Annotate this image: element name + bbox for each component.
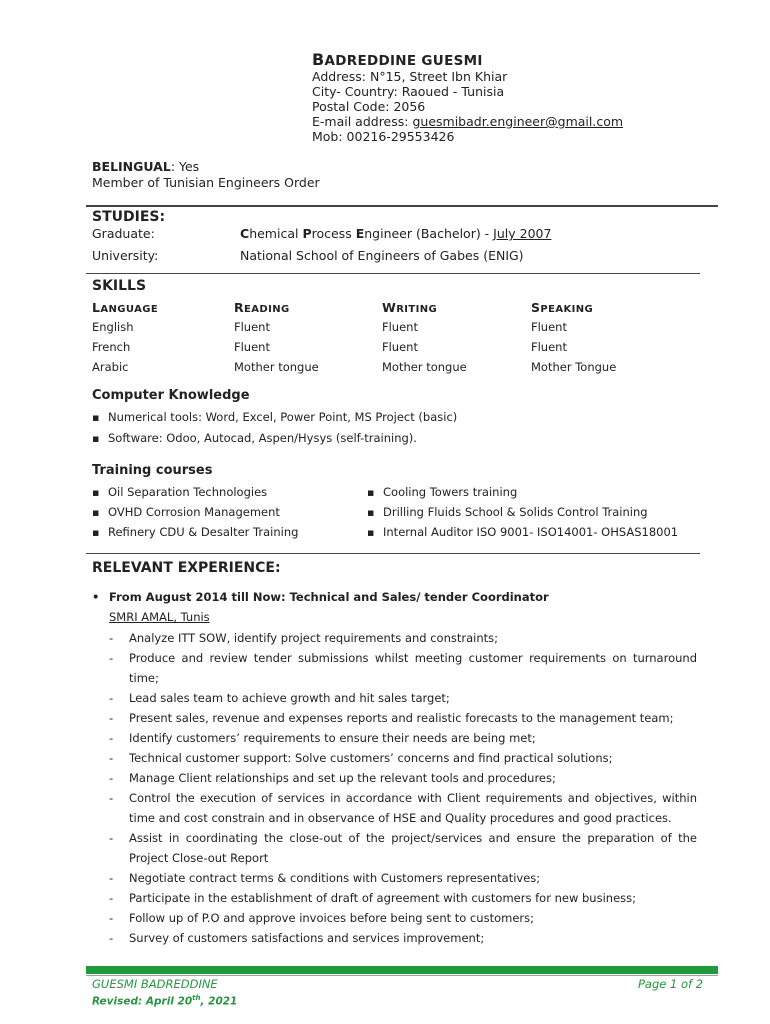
- task-item: - Identify customers’ requirements to ensure their needs are being met;: [109, 731, 536, 745]
- lang-cell: Fluent: [531, 320, 567, 334]
- lang-cell: Fluent: [531, 340, 567, 354]
- bullet-dot: •: [92, 590, 100, 604]
- training-item: ▪ Internal Auditor ISO 9001- ISO14001- OHSAS18001: [367, 525, 678, 539]
- footer-revised: Revised: April 20th, 2021: [92, 994, 238, 1008]
- computer-knowledge-title: Computer Knowledge: [92, 388, 250, 403]
- task-item: - Technical customer support: Solve customers’ concerns and find practical solutions;: [109, 751, 613, 765]
- lang-cell: Mother tongue: [234, 360, 319, 374]
- task-item: - Present sales, revenue and expenses reports and realistic forecasts to the management team;: [109, 711, 674, 725]
- city-country-line: City- Country: Raoued - Tunisia: [312, 84, 505, 99]
- header-speaking: SPEAKING: [531, 300, 594, 315]
- task-item: - Manage Client relationships and set up the relevant tools and procedures;: [109, 771, 556, 785]
- task-item: - Negotiate contract terms & conditions with Customers representatives;: [109, 871, 541, 885]
- task-item: - Analyze ITT SOW, identify project requirements and constraints;: [109, 631, 499, 645]
- university-label: University:: [92, 248, 159, 263]
- task-item: - Assist in coordinating the close-out of the project/services and ensure the preparation of the Project Close-out Report: [109, 831, 697, 865]
- task-item: - Lead sales team to achieve growth and hit sales target;: [109, 691, 450, 705]
- task-item: - Participate in the establishment of draft of agreement with customers for new business;: [109, 891, 637, 905]
- task-item: - Control the execution of services in accordance with Client requirements and objectives, within time and cost constrain and in observance of HSE and Quality procedures and good practices.: [109, 791, 697, 825]
- footer-name: GUESMI BADREDDINE: [92, 977, 218, 991]
- lang-cell: Mother Tongue: [531, 360, 617, 374]
- studies-title: STUDIES:: [92, 209, 166, 225]
- training-item: ▪ Oil Separation Technologies: [92, 485, 267, 499]
- training-item: ▪ Cooling Towers training: [367, 485, 517, 499]
- header-writing: WRITING: [382, 300, 438, 315]
- postal-code-line: Postal Code: 2056: [312, 99, 426, 114]
- email-link[interactable]: guesmibadr.engineer@gmail.com: [412, 114, 624, 129]
- experience-title: RELEVANT EXPERIENCE:: [92, 560, 281, 576]
- candidate-name: BADREDDINE GUESMI: [312, 50, 483, 69]
- graduate-date: July 2007: [493, 226, 552, 241]
- lang-cell: English: [92, 320, 134, 334]
- graduate-label: Graduate:: [92, 226, 155, 241]
- lang-cell: Fluent: [382, 340, 418, 354]
- computer-item: ▪ Numerical tools: Word, Excel, Power Point, MS Project (basic): [92, 410, 457, 424]
- university-value: National School of Engineers of Gabes (ENIG): [240, 248, 524, 263]
- experience-rule: [86, 553, 700, 554]
- company-name: SMRI AMAL, Tunis: [109, 610, 210, 624]
- footer-bar-thin: [86, 975, 718, 976]
- training-item: ▪ Refinery CDU & Desalter Training: [92, 525, 298, 539]
- email-line: E-mail address: guesmibadr.engineer@gmail.com: [312, 114, 624, 129]
- header-language: LANGUAGE: [92, 300, 159, 315]
- skills-rule: [86, 273, 700, 274]
- footer-left: [92, 977, 237, 1009]
- member-line: Member of Tunisian Engineers Order: [92, 175, 320, 190]
- computer-item: ▪ Software: Odoo, Autocad, Aspen/Hysys (self-training).: [92, 431, 417, 445]
- lang-cell: French: [92, 340, 131, 354]
- training-item: ▪ OVHD Corrosion Management: [92, 505, 280, 519]
- graduate-value: Chemical Process Engineer (Bachelor) - July 2007: [240, 226, 552, 241]
- lang-cell: Fluent: [234, 320, 270, 334]
- task-item: - Follow up of P.O and approve invoices before being sent to customers;: [109, 911, 534, 925]
- lang-cell: Fluent: [234, 340, 270, 354]
- task-item: - Produce and review tender submissions whilst meeting customer requirements on turnaround time;: [109, 651, 697, 685]
- training-item: ▪ Drilling Fluids School & Solids Control Training: [367, 505, 648, 519]
- mobile-line: Mob: 00216-29553426: [312, 129, 455, 144]
- lang-cell: Mother tongue: [382, 360, 467, 374]
- job-title: • From August 2014 till Now: Technical and Sales/ tender Coordinator: [92, 590, 549, 604]
- bilingual-line: BELINGUAL: Yes: [92, 159, 200, 174]
- training-courses-title: Training courses: [92, 463, 213, 478]
- page-number: Page 1 of 2: [638, 977, 704, 991]
- address-line: Address: N°15, Street Ibn Khiar: [312, 69, 508, 84]
- lang-cell: Arabic: [92, 360, 129, 374]
- header-reading: READING: [234, 300, 290, 315]
- intro-block: [92, 159, 320, 191]
- contact-header: [312, 52, 623, 144]
- lang-cell: Fluent: [382, 320, 418, 334]
- skills-title: SKILLS: [92, 278, 147, 294]
- footer-bar: [86, 966, 718, 974]
- studies-rule: [86, 205, 718, 207]
- task-item: - Survey of customers satisfactions and services improvement;: [109, 931, 485, 945]
